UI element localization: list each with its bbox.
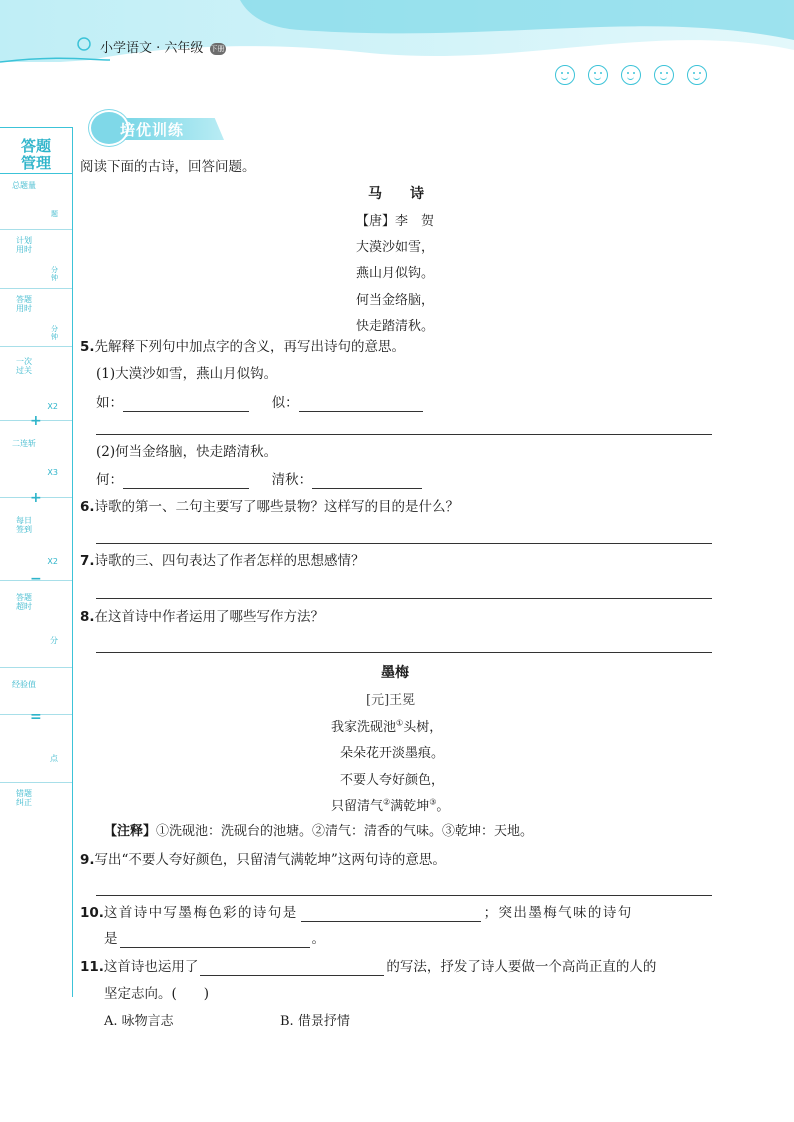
section-header [84,102,214,142]
sidebar-row-pass: 一次 过关 X2 [0,347,72,421]
poem2-line: 朵朵花开淡墨痕。 [340,746,445,761]
answer-line[interactable] [96,895,712,896]
poem2-title: 墨梅 [381,665,409,681]
smiley-rating [555,65,707,85]
sidebar-row-points: = 点 [0,715,72,783]
question-10: 10.这首诗中写墨梅色彩的诗句是 ；突出墨梅气味的诗句 [80,905,633,921]
answer-blank[interactable] [312,474,422,489]
poem1-line: 大漠沙如雪， [356,240,435,255]
question-5-answers-2: 何： 清秋： [96,471,422,489]
poem2-line: 只留清气②满乾坤③。 [331,797,450,814]
answer-blank[interactable] [299,397,423,412]
question-8: 8.在这首诗中作者运用了哪些写作方法？ [80,609,325,625]
sidebar-row-total: 总题量 题 [0,174,72,230]
question-10-cont: 是 。 [104,931,325,947]
question-5-answers-1: 如： 似： [96,394,423,412]
question-11-cont: 坚定志向。( ) [104,986,210,1002]
answer-line[interactable] [96,543,712,544]
answer-line[interactable] [96,598,712,599]
question-6: 6.诗歌的第一、二句主要写了哪些景物？这样写的目的是什么？ [80,499,460,515]
question-9: 9.写出“不要人夸好颜色，只留清气满乾坤”这两句诗的意思。 [80,852,446,868]
answer-blank[interactable] [301,907,481,922]
grade-badge: 下册 [210,44,225,53]
answer-line[interactable] [96,434,712,435]
question-7: 7.诗歌的三、四句表达了作者怎样的思想感情？ [80,553,365,569]
minus-icon: − [30,571,42,587]
sidebar-row-streak: + 二连斩 X3 [0,421,72,498]
sidebar-row-checkin: + 每日 签到 X2 [0,498,72,581]
question-5-sub2: (2)何当金络脑，快走踏清秋。 [96,444,278,460]
plus-icon: + [30,490,42,506]
answer-blank[interactable] [200,961,384,976]
sidebar-row-exp: 经验值 [0,668,72,715]
smiley-face-icon [555,65,575,85]
option-a[interactable]: A. 咏物言志 [104,1014,174,1029]
intro-text: 阅读下面的古诗，回答问题。 [80,159,256,175]
answer-blank[interactable] [123,397,249,412]
smiley-face-icon [654,65,674,85]
answer-line[interactable] [96,652,712,653]
header-title [100,37,226,56]
question-5: 5.先解释下列句中加点字的含义，再写出诗句的意思。 [80,339,406,355]
plus-icon: + [30,413,42,429]
smiley-face-icon [687,65,707,85]
sidebar-row-overtime: − 答题 超时 分 [0,581,72,668]
sidebar-title: 答题 管理 [0,127,72,174]
header-subject: 小学语文 · 六年级 [100,41,204,56]
poem2-author: [元]王冕 [366,693,416,708]
smiley-face-icon [588,65,608,85]
poem2-line: 我家洗砚池①头树， [331,718,443,735]
poem1-line: 快走踏清秋。 [356,319,435,334]
sidebar-row-answer-time: 答题 用时 分 钟 [0,289,72,347]
option-b[interactable]: B. 借景抒情 [280,1014,350,1029]
smiley-face-icon [621,65,641,85]
sidebar-row-correction: 错题 纠正 [16,789,32,807]
answer-management-sidebar [0,127,73,997]
section-title: 培优训练 [120,121,185,139]
answer-blank[interactable] [120,933,310,948]
equals-icon: = [30,709,42,725]
poem1-line: 何当金络脑， [356,293,435,308]
poem1-author: 【唐】李 贺 [356,214,435,229]
answer-blank[interactable] [123,474,249,489]
question-5-sub1: (1)大漠沙如雪，燕山月似钩。 [96,366,278,382]
poem2-notes: 【注释】①洗砚池：洗砚台的池塘。②清气：清香的气味。③乾坤：天地。 [104,824,534,839]
poem1-title: 马 诗 [368,186,424,202]
poem1-line: 燕山月似钩。 [356,266,435,281]
sidebar-row-plan-time: 计划 用时 分 钟 [0,230,72,289]
question-11: 11.这首诗也运用了 的写法，抒发了诗人要做一个高尚正直的人的 [80,959,657,975]
poem2-line: 不要人夸好颜色， [340,773,445,788]
